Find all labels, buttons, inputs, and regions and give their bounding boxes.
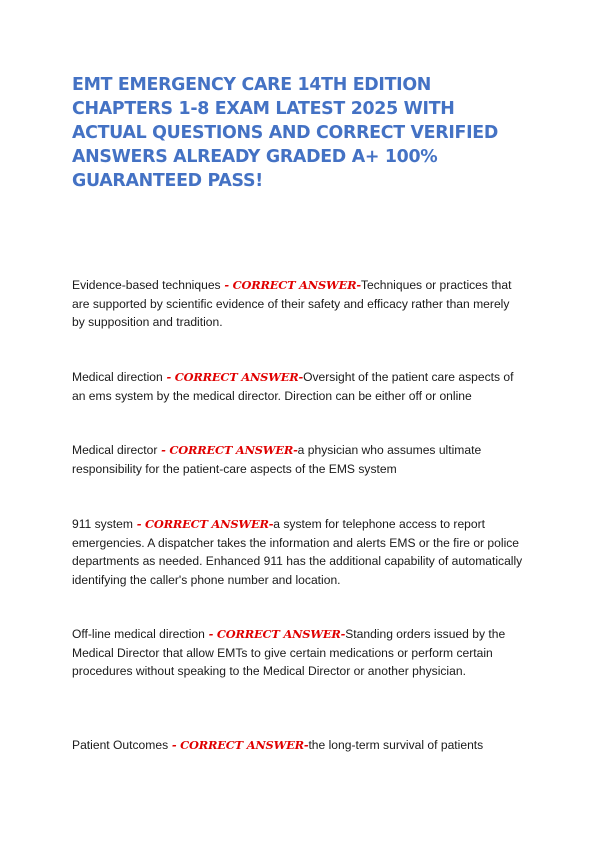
correct-answer-marker: - CORRECT ANSWER- [162, 370, 304, 384]
correct-answer-marker: - CORRECT ANSWER- [157, 443, 298, 457]
correct-answer-marker: - CORRECT ANSWER- [220, 278, 361, 292]
entry-term: Patient Outcomes [72, 738, 169, 752]
correct-answer-marker: - CORRECT ANSWER- [204, 627, 346, 641]
entry-definition: the long-term survival of patients [308, 738, 484, 752]
qa-entry [72, 368, 524, 405]
qa-entry [72, 276, 524, 332]
entry-definition: a system for telephone access to report emergencies. A dispatcher takes the information and alerts EMS or the fire or police departments as needed. Enhanced 911 has the additional capability of automatically identifying the caller's phone number and location. [72, 517, 523, 587]
qa-entry [72, 736, 524, 755]
entry-term: Off-line medical direction [72, 627, 205, 641]
correct-answer-marker: - CORRECT ANSWER- [132, 517, 274, 531]
entry-term: Medical director [72, 443, 158, 457]
qa-entry [72, 441, 524, 478]
entry-term: Medical direction [72, 370, 163, 384]
entry-definition: Oversight of the patient care aspects of an ems system by the medical director. Direction can be either off or online [72, 370, 514, 403]
entry-definition: a physician who assumes ultimate responsibility for the patient-care aspects of the EMS system [72, 443, 482, 476]
entry-term: Evidence-based techniques [72, 278, 221, 292]
entry-definition: Techniques or practices that are supported by scientific evidence of their safety and efficacy rather than merely by supposition and tradition. [72, 278, 512, 330]
document-title: EMT EMERGENCY CARE 14TH EDITION CHAPTERS 1-8 EXAM LATEST 2025 WITH ACTUAL QUESTIONS AND CORRECT VERIFIED ANSWERS ALREADY GRADED A+ 100% GUARANTEED PASS! [72, 75, 498, 191]
entry-term: 911 system [72, 517, 133, 531]
qa-entry [72, 625, 524, 681]
correct-answer-marker: - CORRECT ANSWER- [168, 738, 309, 752]
qa-entry [72, 515, 524, 589]
entry-definition: Standing orders issued by the Medical Director that allow EMTs to give certain medications or perform certain procedures without speaking to the Medical Director or another physician. [72, 627, 506, 679]
